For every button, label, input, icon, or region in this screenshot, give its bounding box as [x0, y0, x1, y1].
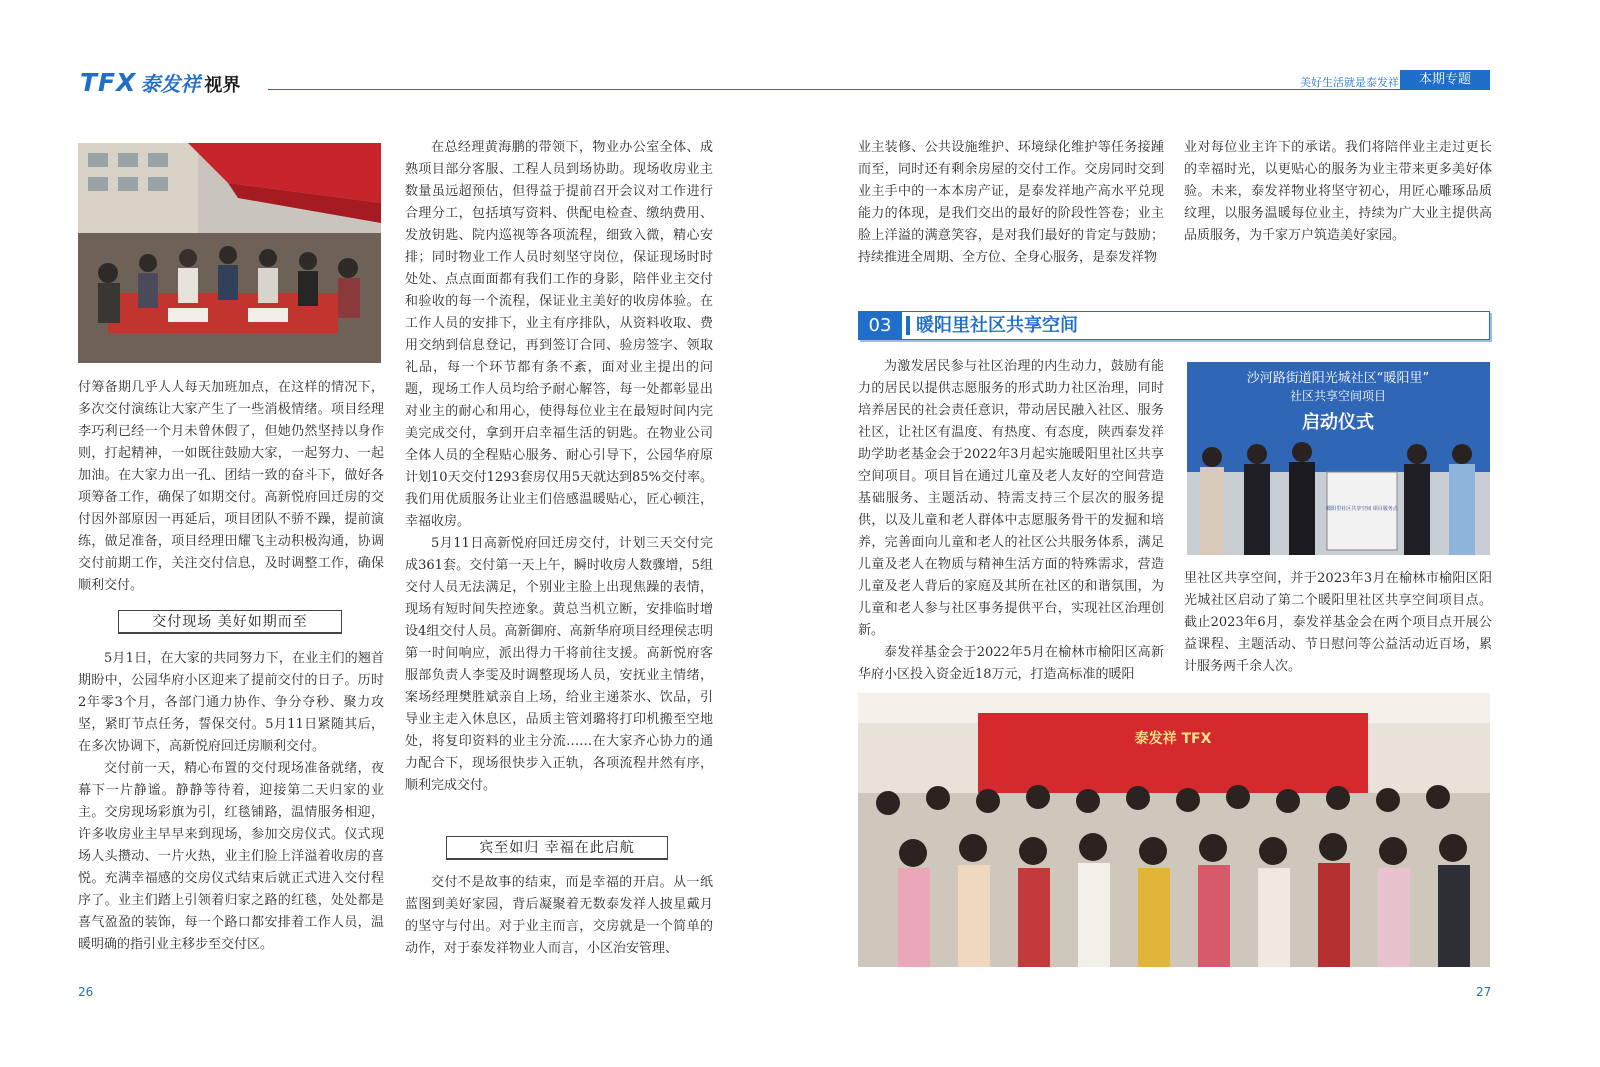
right-column-4-body	[1184, 568, 1492, 678]
page-number-left: 26	[78, 985, 94, 999]
paragraph: 交付前一天，精心布置的交付现场准备就绪，夜幕下一片静谧。静静等待着，迎接第二天归家的业主。交房现场彩旗为引，红毯铺路，温情服务相迎，许多收房业主早早来到现场，参加交房仪式。仪式现场人头攒动、一片火热，业主们脸上洋溢着收房的喜悦。充满幸福感的交房仪式结束后就正式进入交付程序了。业主们踏上引领着归家之路的红毯，处处都是喜气盈盈的装饰，每一个路口都安排着工作人员，温暖明确的指引业主移步至交付区。	[78, 761, 384, 952]
paragraph: 为激发居民参与社区治理的内生动力，鼓励有能力的居民以提供志愿服务的形式助力社区治理，同时培养居民的社会责任意识，带动居民融入社区、服务社区，让社区有温度、有热度、有态度，陕西泰发祥助学助老基金会于2022年3月起实施暖阳里社区共享空间项目。项目旨在通过儿童及老人友好的空间营造基础服务、主题活动、特需支持三个层次的服务提供，以及儿童和老人群体中志愿服务骨干的发掘和培养，完善面向儿童和老人的社区公共服务体系，满足儿童及老人在物质与精神生活方面的特殊需求，营造儿童及老人背后的家庭及其所在社区的和谐氛围，为儿童和老人参与社区事务提供平台，实现社区治理创新。	[858, 359, 1164, 638]
page-number-right: 27	[1476, 985, 1492, 999]
section-title-text: 暖阳里社区共享空间	[916, 315, 1078, 336]
paragraph: 泰发祥基金会于2022年5月在榆林市榆阳区高新华府小区投入资金近18万元，打造高标准的暖阳	[858, 645, 1164, 682]
ceremony-banner-line-3: 启动仪式	[1302, 412, 1374, 433]
section-number: 03	[858, 312, 902, 339]
subhead-delivery-site: 交付现场 美好如期而至	[118, 610, 342, 634]
paragraph: 交付不是故事的结束，而是幸福的开启。从一纸蓝图到美好家园，背后凝聚着无数泰发祥人披星戴月的坚守与付出。对于业主而言，交房就是一个简单的动作，对于泰发祥物业人而言，小区治安管理、	[405, 875, 713, 956]
left-column-2-bottom	[405, 872, 713, 960]
paragraph: 业主装修、公共设施维护、环境绿化维护等任务接踵而至，同时还有剩余房屋的交付工作。交房同时交到业主手中的一本本房产证，是泰发祥地产高水平兑现能力的体现，是我们交出的最好的阶段性答卷；业主脸上洋溢的满意笑容，是对我们最好的肯定与鼓励；持续推进全周期、全方位、全身心服务，是泰发祥物	[858, 140, 1164, 265]
ceremony-banner-line-1: 沙河路街道阳光城社区“暖阳里”	[1246, 371, 1430, 386]
paragraph: 在总经理黄海鹏的带领下，物业办公室全体、成熟项目部分客服、工程人员到场协助。现场收房业主数量虽远超预估，但得益于提前召开会议对工作进行合理分工，包括填写资料、供配电检查、缴纳费用、发放钥匙、院内巡视等各项流程，细致入微，精心安排；同时物业工作人员时刻坚守岗位，保证现场时时处处、点点面面都有我们工作的身影，陪伴业主交付和验收的每一个流程，保证业主美好的收房体验。在工作人员的安排下，业主有序排队，从资料收取、费用交纳到信息登记，再到签订合同、验房签字、领取礼品，每一个环节都有条不紊，面对业主提出的问题，现场工作人员均给予耐心解答，每一处都彰显出对业主的耐心和用心，使得每位业主在最短时间内完美完成交付，拿到开启幸福生活的钥匙。在物业公司全体人员的全程贴心服务、耐心引导下，公园华府原计划10天交付1293套房仅用5天就达到85%交付率。我们用优质服务让业主们倍感温暖贴心，匠心顿注，幸福收房。	[405, 140, 713, 529]
magazine-logo	[80, 68, 240, 97]
paragraph: 里社区共享空间，并于2023年3月在榆林市榆阳区阳光城社区启动了第二个暖阳里社区共享空间项目点。截止2023年6月，泰发祥基金会在两个项目点开展公益课程、主题活动、节日慰问等公益活动近百场，累计服务两千余人次。	[1184, 571, 1492, 674]
logo-tfx: TFX	[80, 68, 137, 97]
section-tag: 本期专题	[1400, 70, 1490, 90]
left-column-1-bottom	[78, 648, 384, 956]
right-column-3-body	[858, 356, 1164, 686]
header-slogan: 美好生活就是泰发祥	[1300, 76, 1399, 89]
paragraph: 5月1日，在大家的共同努力下，在业主们的翘首期盼中，公园华府小区迎来了提前交付的日子。历时2年零3个月，各部门通力协作、争分夺秒、聚力攻坚，紧盯节点任务，誓保交付。5月11日紧随其后，在多次协调下，高新悦府回迁房顺利交付。	[78, 651, 384, 754]
children-activity-photo	[858, 693, 1490, 967]
activity-banner-text: 泰发祥 TFX	[1134, 731, 1212, 747]
ceremony-board-text: 暖阳里社区共享空间 项目服务点	[1326, 506, 1398, 512]
subhead-welcome-home: 宾至如归 幸福在此启航	[446, 836, 668, 860]
launch-ceremony-photo	[1187, 362, 1490, 555]
left-column-1-top	[78, 377, 384, 597]
right-column-3-top	[858, 137, 1164, 269]
paragraph: 5月11日高新悦府回迁房交付，计划三天交付完成361套。交付第一天上午，瞬时收房人数骤增，5组交付人员无法满足，个别业主脸上出现焦躁的表情，现场有短时间失控迹象。黄总当机立断，安排临时增设4组交付人员。高新御府、高新华府项目经理侯志明第一时间响应，派出得力干将前往支援。高新悦府客服部负责人李雯及时调整现场人员，安抚业主情绪，案场经理樊胜斌亲自上场，给业主递茶水、饮品，引导业主走入休息区，品质主管刘璐将打印机搬至空地处，将复印资料的业主分流……在大家齐心协力的通力配合下，现场很快步入正轨，各项流程井然有序，顺利完成交付。	[405, 536, 713, 793]
section-03-title	[858, 311, 1490, 340]
paragraph: 业对每位业主许下的承诺。我们将陪伴业主走过更长的幸福时光，以更贴心的服务为业主带来更多美好体验。未来，泰发祥物业将坚守初心，用匠心雕琢品质纹理，以服务温暖每位业主，持续为广大业主提供高品质服务，为千家万户筑造美好家园。	[1184, 140, 1492, 243]
delivery-site-photo	[78, 143, 381, 363]
section-title-bar	[906, 316, 910, 335]
paragraph: 付筹备期几乎人人每天加班加点，在这样的情况下，多次交付演练让大家产生了一些消极情绪。项目经理李巧利已经一个月未曾休假了，但她仍然坚持以身作则，打起精神，一如既往鼓励大家，一起努力、一起加油。在大家力出一孔、团结一致的奋斗下，做好各项筹备工作，确保了如期交付。高新悦府回迁房的交付因外部原因一再延后，项目团队不骄不躁，提前演练，做足准备，项目经理田耀飞主动积极沟通，协调交付前期工作，关注交付信息，及时调整工作，确保顺利交付。	[78, 380, 384, 593]
logo-brand-name: 泰发祥	[140, 72, 201, 96]
left-column-2-top	[405, 137, 713, 797]
right-column-4-top	[1184, 137, 1492, 247]
logo-subtitle: 视界	[204, 75, 241, 96]
ceremony-banner-line-2: 社区共享空间项目	[1289, 389, 1387, 403]
